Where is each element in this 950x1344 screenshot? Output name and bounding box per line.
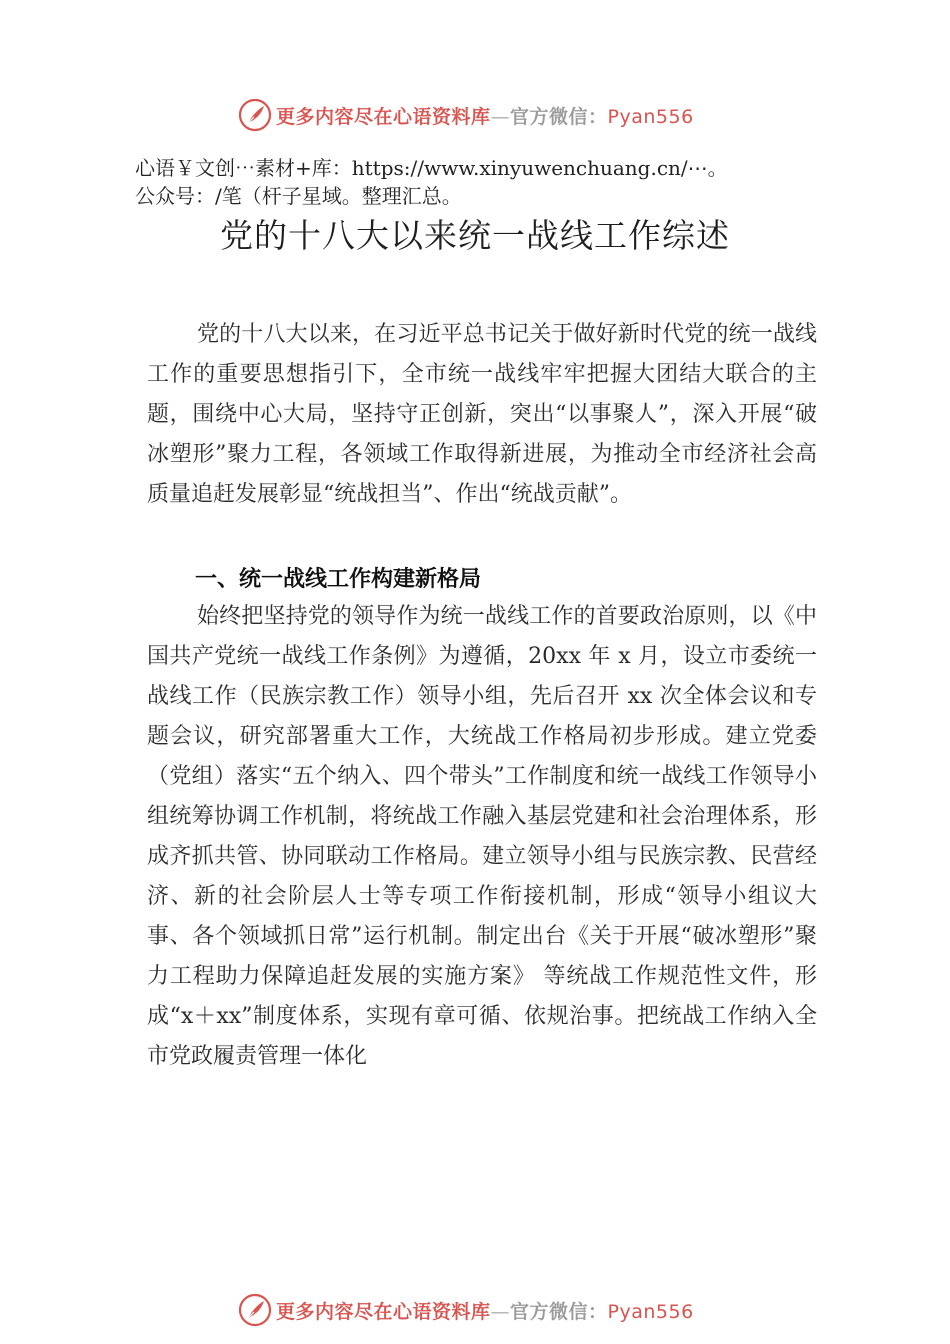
banner-wechat-id: Pyan556 <box>607 1300 694 1323</box>
banner-official-text: 官方微信： <box>510 105 608 128</box>
banner-main-text: 更多内容尽在心语资料库 <box>276 1300 491 1323</box>
source-notice-line: 心语￥文创⋯素材+库：https://www.xinyuwenchuang.cn/⋯。 <box>135 156 728 180</box>
banner-official-text: 官方微信： <box>510 1300 608 1323</box>
section-heading: 一、统一战线工作构建新格局 <box>195 567 482 592</box>
feather-logo-icon <box>238 98 272 132</box>
banner-separator: — <box>490 1300 511 1323</box>
page-title: 党的十八大以来统一战线工作综述 <box>220 216 730 255</box>
banner-main-text: 更多内容尽在心语资料库 <box>276 105 491 128</box>
account-notice-line: 公众号：/笔（杆子星域。整理汇总。 <box>135 184 462 208</box>
intro-paragraph: 党的十八大以来，在习近平总书记关于做好新时代党的统一战线工作的重要思想指引下，全市统一战线牢牢把握大团结大联合的主题，围绕中心大局，坚持守正创新，突出“以事聚人”，深入开展“破冰塑形”聚力工程，各领域工作取得新进展，为推动全市经济社会高质量追赶发展彰显“统战担当”、作出“统战贡献”。 <box>147 322 817 507</box>
feather-logo-icon <box>238 1293 272 1327</box>
banner-separator: — <box>490 105 511 128</box>
bottom-banner <box>0 1290 950 1330</box>
top-banner <box>0 95 950 135</box>
section-paragraph: 始终把坚持党的领导作为统一战线工作的首要政治原则，以《中国共产党统一战线工作条例》为遵循，20xx 年 x 月，设立市委统一战线工作（民族宗教工作）领导小组，先后召开 xx 次全体会议和专题会议，研究部署重大工作，大统战工作格局初步形成。建立党委（党组）落实“五个纳入、四个带头”工作制度和统一战线工作领导小组统筹协调工作机制，将统战工作融入基层党建和社会治理体系，形成齐抓共管、协同联动工作格局。建立领导小组与民族宗教、民营经济、新的社会阶层人士等专项工作衔接机制，形成“领导小组议大事、各个领域抓日常”运行机制。制定出台《关于开展“破冰塑形”聚力工程助力保障追赶发展的实施方案》 等统战工作规范性文件，形成“x＋xx”制度体系，实现有章可循、依规治事。把统战工作纳入全市党政履责管理一体化 <box>147 604 817 1069</box>
banner-wechat-id: Pyan556 <box>607 105 694 128</box>
